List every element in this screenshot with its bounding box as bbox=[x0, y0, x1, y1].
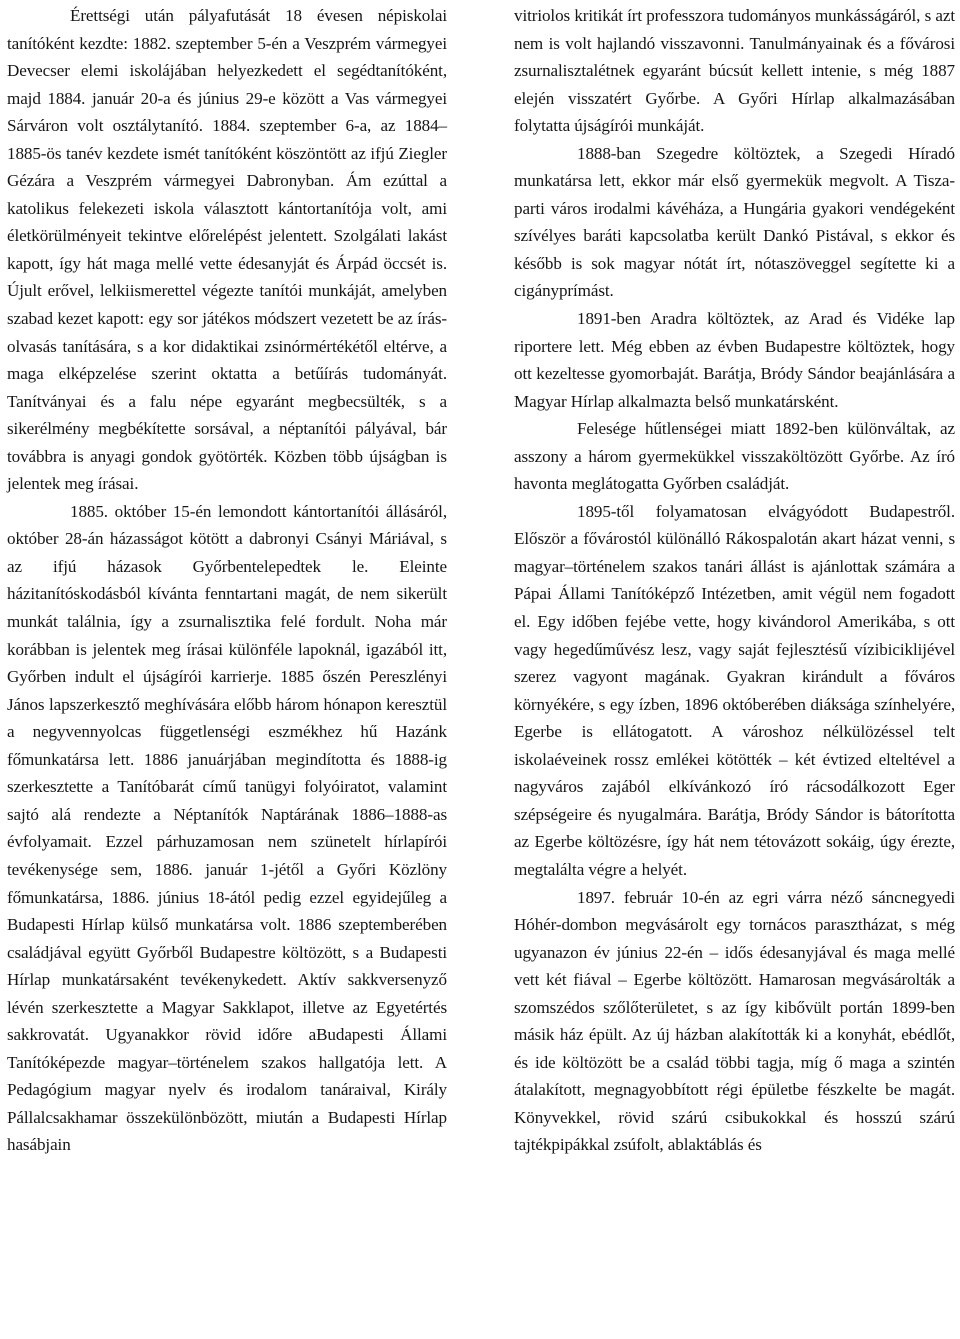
left-column bbox=[7, 2, 447, 1159]
paragraph: 1888-ban Szegedre költöztek, a Szegedi Híradó munkatársa lett, ekkor már első gyermekük megvolt. A Tisza-parti város irodalmi kávéháza, a Hungária gyakori vendégeként szívélyes baráti kapcsolatba került Dankó Pistával, s ekkor és később is sok magyar nótát írt, nótaszöveggel segítette ki a cigányprímást. bbox=[514, 143, 955, 301]
paragraph: vitriolos kritikát írt professzora tudományos munkásságáról, s azt nem is volt hajlandó visszavonni. Tanulmányainak és a fővárosi zsurnalisztalétnek egyaránt búcsút kellett intenie, s még 1887 elején visszatért Győrbe. A Győri Hírlap alkalmazásában folytatta újságírói munkáját. bbox=[514, 6, 955, 136]
paragraph: Felesége hűtlenségei miatt 1892-ben különváltak, az asszony a három gyermekükkel visszaköltözött Győrbe. Az író havonta meglátogatta Győrben családját. bbox=[514, 419, 955, 494]
paragraph: 1891-ben Aradra költöztek, az Arad és Vidéke lap riportere lett. Még ebben az évben Budapestre költöztek, hogy ott kezeltesse gyomorbaját. Barátja, Bródy Sándor beajánlására a Magyar Hírlap alkalmazta belső munkatársként. bbox=[514, 309, 955, 411]
paragraph: 1897. február 10-én az egri várra néző sáncnegyedi Hóhér-dombon megvásárolt egy tornácos parasztházat, s még ugyanazon év június 22-én – idős édesanyjával és maga mellé vett két fiával – Egerbe költözött. Hamarosan megvásárolták a szomszédos szőlőterületet, s az így kibővült portán 1899-ben másik ház épült. Az új házban alakították ki a konyhát, ebédlőt, és ide költözött be a család többi tagja, míg ő maga a szintén átalakított, megnagyobbított régi épületbe fészkelte be magát. Könyvekkel, rövid szárú csibukokkal és hosszú szárú tajtékpipákkal zsúfolt, ablaktáblás és bbox=[514, 887, 955, 1155]
right-column bbox=[514, 2, 955, 1159]
paragraph: 1895-től folyamatosan elvágyódott Budapestről. Először a fővárostól különálló Rákospalotán akart házat venni, s magyar–történelem szakos tanári állást is ajánlottak számára a Pápai Állami Tanítóképző Intézetben, amit végül nem fogadott el. Egy időben fejébe vette, hogy kivándorol Amerikába, s ott vagy hegedűművész lesz, vagy saját fejlesztésű vízibiciklijével szerez vagyont magának. Gyakran kirándult a főváros környékére, s egy ízben, 1896 októberében diákságа színhelyére, Egerbe is ellátogatott. A városhoz nélkülözéssel telt iskolaéveinek rossz emlékei kötötték – két évtized elteltével a nagyváros zajából elkívánkozó író rácsodálkozott Eger szépségeire és nyugalmára. Barátja, Bródy Sándor is bátorította az Egerbe költözésre, így hát nem tétovázott sokáig, úgy érezte, megtalálta végre a helyét. bbox=[514, 501, 955, 879]
paragraph: 1885. október 15-én lemondott kántortanítói állásáról, október 28-án házasságot kötött a dabronyi Csányi Máriával, s az ifjú házasok Győrbentelepedtek le. Eleinte házitanítóskodásból kívánta fenntartani magát, de nem sikerült munkát találnia, így a zsurnalisztika felé fordult. Noha már korábban is jelentek meg írásai különféle lapoknál, igazából itt, Győrben indult el újságírói karrierje. 1885 őszén Pereszlényi János lapszerkesztő meghívására előbb három hónapon keresztül a negyvennyolcas függetlenségi eszmékhez hű Hazánk főmunkatársa lett. 1886 januárjában megindította és 1888-ig szerkesztette a Tanítóbarát című tanügyi folyóiratot, valamint sajtó alá rendezte a Néptanítók Naptárának 1886–1888-as évfolyamait. Ezzel párhuzamosan nem szünetelt hírlapírói tevékenysége sem, 1886. január 1-jétől a Győri Közlöny főmunkatársa, 1886. június 18-ától pedig ezzel egyidejűleg a Budapesti Hírlap külső munkatársa volt. 1886 szeptemberében családjával együtt Győrből Budapestre költözött, s a Budapesti Hírlap munkatársaként tevékenykedett. Aktív sakkversenyző lévén szerkesztette a Magyar Sakklapot, illetve az Egyetértés sakkrovatát. Ugyanakkor rövid időre aBudapesti Állami Tanítóképezde magyar–történelem szakos hallgatója lett. A Pedagógium magyar nyelv és irodalom tanáraival, Király Pállalcsakhamar összekülönbözött, miután a Budapesti Hírlap hasábjain bbox=[7, 501, 447, 1155]
paragraph: Érettségi után pályafutását 18 évesen népiskolai tanítóként kezdte: 1882. szeptember 5-én a Veszprém vármegyei Devecser elemi iskolájában helyezkedett el segédtanítóként, majd 1884. január 20-a és június 29-e között a Vas vármegyei Sárváron volt osztálytanító. 1884. szeptember 6-a, az 1884–1885-ös tanév kezdete ismét tanítóként köszöntött az ifjú Ziegler Gézára a Veszprém vármegyei Dabronyban. Ám ezúttal a katolikus felekezeti iskola választott kántortanítója volt, ami életkörülményeit tekintve előrelépést jelentett. Szolgálati lakást kapott, így hát maga mellé vette édesanyját és Árpád öccsét is. Újult erővel, lelkiismerettel végezte tanítói munkáját, amelyben szabad kezet kapott: egy sor játékos módszert vezetett be az írás-olvasás tanítására, s a kor didaktikai zsinórmértékétől eltérve, a maga elképzelése szerint oktatta a betűírás tudományát. Tanítványai és a falu népe egyaránt megbecsülték, s a sikerélmény megbékítette sorsával, a néptanítói pályával, bár továbbra is anyagi gondok gyötörték. Közben több újságban is jelentek meg írásai. bbox=[7, 6, 447, 494]
